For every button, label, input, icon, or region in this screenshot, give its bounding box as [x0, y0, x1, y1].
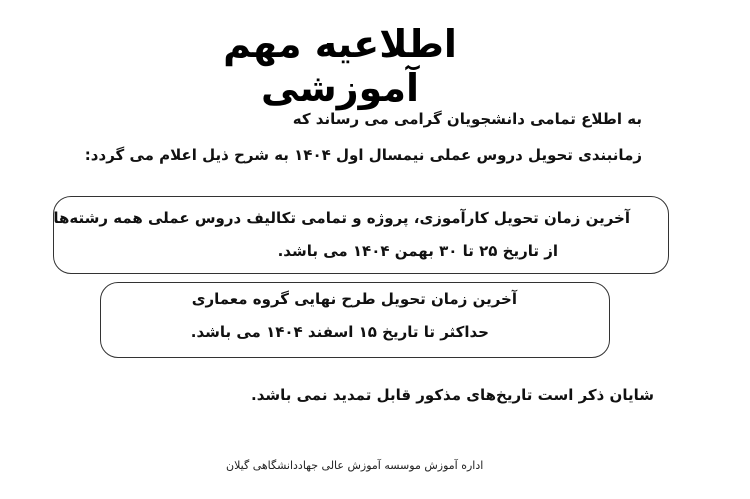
practical-courses-deadline-box: [53, 196, 669, 274]
architecture-final-deadline-date: حداکثر تا تاریخ ۱۵ اسفند ۱۴۰۴ می باشد.: [190, 323, 489, 341]
intro-line-2: زمانبندی تحویل دروس عملی نیمسال اول ۱۴۰۴ به شرح ذیل اعلام می گردد:: [84, 146, 642, 164]
architecture-final-deadline-text: آخرین زمان تحویل طرح نهایی گروه معماری: [191, 290, 517, 308]
page-title: اطلاعیه مهم آموزشی: [223, 22, 457, 110]
intro-line-1: به اطلاع تمامی دانشجویان گرامی می رساند که: [292, 110, 642, 128]
practical-courses-deadline-text: آخرین زمان تحویل کارآموزی، پروژه و تمامی تکالیف دروس عملی همه رشته‌ها: [53, 209, 630, 227]
practical-courses-deadline-date: از تاریخ ۲۵ تا ۳۰ بهمن ۱۴۰۴ می باشد.: [277, 242, 558, 260]
footer-signature: اداره آموزش موسسه آموزش عالی جهاددانشگاهی گیلان: [226, 459, 484, 472]
no-extension-note: شایان ذکر است تاریخ‌های مذکور قابل تمدید نمی باشد.: [251, 386, 654, 404]
architecture-final-deadline-box: [100, 282, 610, 358]
